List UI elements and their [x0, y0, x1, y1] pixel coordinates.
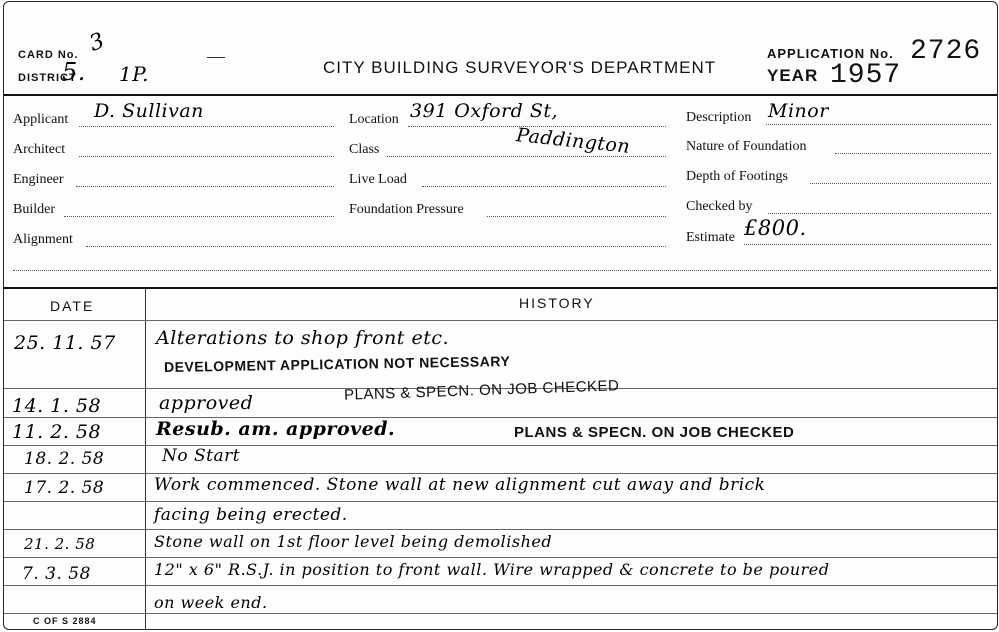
- plans-checked-stamp: PLANS & SPECN. ON JOB CHECKED: [343, 377, 620, 404]
- live-load-line: [422, 186, 666, 187]
- foundation-pressure-line: [487, 216, 666, 217]
- department-title: CITY BUILDING SURVEYOR'S DEPARTMENT: [323, 58, 717, 77]
- history-entry: 12" x 6" R.S.J. in position to front wall. Wire wrapped & concrete to be poured: [154, 560, 830, 579]
- row-line: [4, 529, 997, 530]
- development-stamp: DEVELOPMENT APPLICATION NOT NECESSARY: [163, 352, 511, 376]
- card-no-label: CARD No.: [18, 49, 79, 61]
- district-label: DISTRICT: [18, 72, 77, 84]
- history-entry: approved: [159, 392, 254, 414]
- engineer-line: [76, 186, 334, 187]
- plans-checked-stamp: PLANS & SPECN. ON JOB CHECKED: [514, 424, 795, 441]
- header-divider: [4, 94, 997, 96]
- building-record-card: [3, 1, 998, 630]
- architect-line: [79, 156, 334, 157]
- date-column-header: DATE: [50, 298, 95, 314]
- district-extra: 1P.: [119, 62, 149, 86]
- location-label: Location: [349, 112, 399, 127]
- class-label: Class: [349, 142, 380, 157]
- history-date: 11. 2. 58: [12, 421, 102, 443]
- applicant-value: D. Sullivan: [94, 100, 204, 122]
- live-load-label: Live Load: [349, 172, 407, 187]
- nature-of-foundation-line: [835, 153, 991, 154]
- checked-by-line: [768, 213, 991, 214]
- history-entry-continued: on week end.: [154, 593, 268, 612]
- history-header-rule: [4, 320, 997, 321]
- row-line: [4, 417, 997, 418]
- history-column-header: HISTORY: [519, 295, 595, 311]
- application-no-label: APPLICATION No.: [767, 46, 894, 61]
- row-line: [4, 445, 997, 446]
- header-dash: —: [207, 46, 225, 66]
- history-entry: No Start: [162, 446, 241, 466]
- application-no: 2726: [910, 36, 982, 67]
- history-entry: Alterations to shop front etc.: [156, 327, 450, 349]
- history-date: 25. 11. 57: [14, 332, 116, 354]
- description-value: Minor: [768, 100, 829, 122]
- location-value: 391 Oxford St,: [410, 100, 559, 122]
- architect-label: Architect: [13, 142, 66, 157]
- applicant-line: [79, 126, 334, 127]
- row-line: [4, 473, 997, 474]
- foundation-pressure-label: Foundation Pressure: [349, 202, 464, 217]
- history-date: 21. 2. 58: [24, 535, 96, 553]
- history-entry: Stone wall on 1st floor level being demolished: [154, 532, 553, 551]
- estimate-value: £800.: [744, 216, 807, 240]
- history-date: 17. 2. 58: [24, 478, 105, 498]
- history-date: 7. 3. 58: [22, 564, 91, 584]
- history-date: 14. 1. 58: [12, 395, 102, 417]
- row-line: [4, 501, 997, 502]
- row-line: [4, 585, 997, 586]
- checked-by-label: Checked by: [686, 199, 753, 214]
- year-value: 1957: [830, 60, 902, 91]
- nature-of-foundation-label: Nature of Foundation: [686, 139, 807, 154]
- history-entry: Resub. am. approved.: [156, 418, 396, 440]
- history-entry: Work commenced. Stone wall at new alignment cut away and brick: [154, 475, 766, 495]
- engineer-label: Engineer: [13, 172, 64, 187]
- card-no-value: 3: [86, 28, 109, 57]
- history-date: 18. 2. 58: [24, 449, 105, 469]
- year-label: YEAR: [767, 66, 819, 85]
- form-code: C OF S 2884: [33, 616, 97, 626]
- row-line: [4, 613, 997, 614]
- location-value-suburb: Paddington: [515, 124, 632, 158]
- estimate-line: [744, 244, 991, 245]
- history-divider: [4, 287, 997, 289]
- district-value: 5.: [62, 58, 86, 86]
- builder-line: [64, 216, 334, 217]
- alignment-line: [86, 246, 666, 247]
- row-line: [4, 557, 997, 558]
- applicant-label: Applicant: [13, 112, 69, 127]
- depth-of-footings-label: Depth of Footings: [686, 169, 788, 184]
- blank-line: [13, 270, 991, 271]
- builder-label: Builder: [13, 202, 55, 217]
- description-label: Description: [686, 110, 752, 125]
- alignment-label: Alignment: [13, 232, 73, 247]
- description-line: [766, 124, 991, 125]
- estimate-label: Estimate: [686, 230, 735, 245]
- depth-of-footings-line: [810, 183, 991, 184]
- history-entry-continued: facing being erected.: [154, 505, 348, 525]
- date-column-divider: [145, 289, 146, 629]
